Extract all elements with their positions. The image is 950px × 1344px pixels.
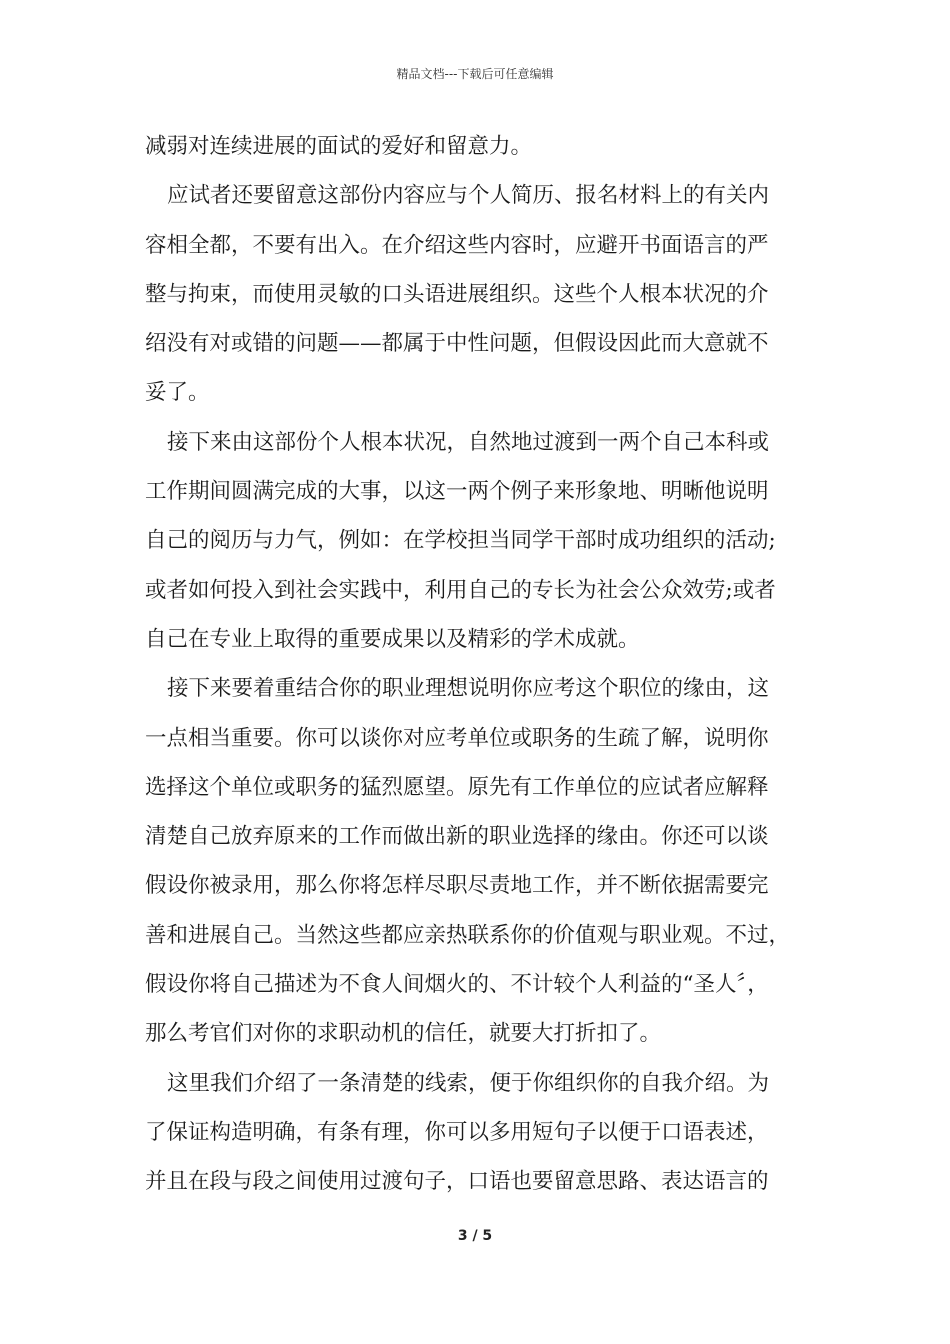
body-line: 自己的阅历与力气，例如：在学校担当同学干部时成功组织的活动;	[145, 528, 776, 554]
body-line: 绍没有对或错的问题——都属于中性问题，但假设因此而大意就不	[145, 331, 769, 357]
body-line: 妥了。	[145, 380, 210, 406]
body-line: 清楚自己放弃原来的工作而做出新的职业选择的缘由。你还可以谈	[145, 824, 769, 850]
page-number: 3 / 5	[457, 1228, 493, 1244]
body-line: 一点相当重要。你可以谈你对应考单位或职务的生疏了解，说明你	[145, 725, 769, 751]
body-line: 接下来由这部份个人根本状况，自然地过渡到一两个自己本科或	[167, 429, 770, 455]
document-body	[145, 128, 813, 1213]
body-line: 并且在段与段之间使用过渡句子，口语也要留意思路、表达语言的	[145, 1169, 769, 1195]
body-line: 善和进展自己。当然这些都应亲热联系你的价值观与职业观。不过，	[145, 922, 791, 948]
body-line: 选择这个单位或职务的猛烈愿望。原先有工作单位的应试者应解释	[145, 774, 769, 800]
body-line: 假设你将自己描述为不食人间烟火的、不计较个人利益的“圣人〞，	[145, 972, 769, 998]
body-line: 或者如何投入到社会实践中，利用自己的专长为社会公众效劳;或者	[145, 577, 776, 603]
body-line: 了保证构造明确，有条有理，你可以多用短句子以便于口语表述，	[145, 1119, 769, 1145]
body-line: 假设你被录用，那么你将怎样尽职尽责地工作，并不断依据需要完	[145, 873, 769, 899]
body-line: 容相全都，不要有出入。在介绍这些内容时，应避开书面语言的严	[145, 232, 769, 258]
page-header: 精品文档---下载后可任意编辑	[396, 67, 554, 81]
body-line: 应试者还要留意这部份内容应与个人简历、报名材料上的有关内	[167, 183, 770, 209]
body-line: 减弱对连续进展的面试的爱好和留意力。	[145, 134, 533, 159]
body-line: 接下来要着重结合你的职业理想说明你应考这个职位的缘由，这	[167, 676, 770, 702]
body-line: 自己在专业上取得的重要成果以及精彩的学术成就。	[145, 626, 640, 652]
body-line: 那么考官们对你的求职动机的信任，就要大打折扣了。	[145, 1021, 662, 1047]
body-line: 整与拘束，而使用灵敏的口头语进展组织。这些个人根本状况的介	[145, 281, 769, 307]
body-line: 这里我们介绍了一条清楚的线索，便于你组织你的自我介绍。为	[167, 1070, 770, 1096]
body-line: 工作期间圆满完成的大事，以这一两个例子来形象地、明晰他说明	[145, 479, 769, 505]
